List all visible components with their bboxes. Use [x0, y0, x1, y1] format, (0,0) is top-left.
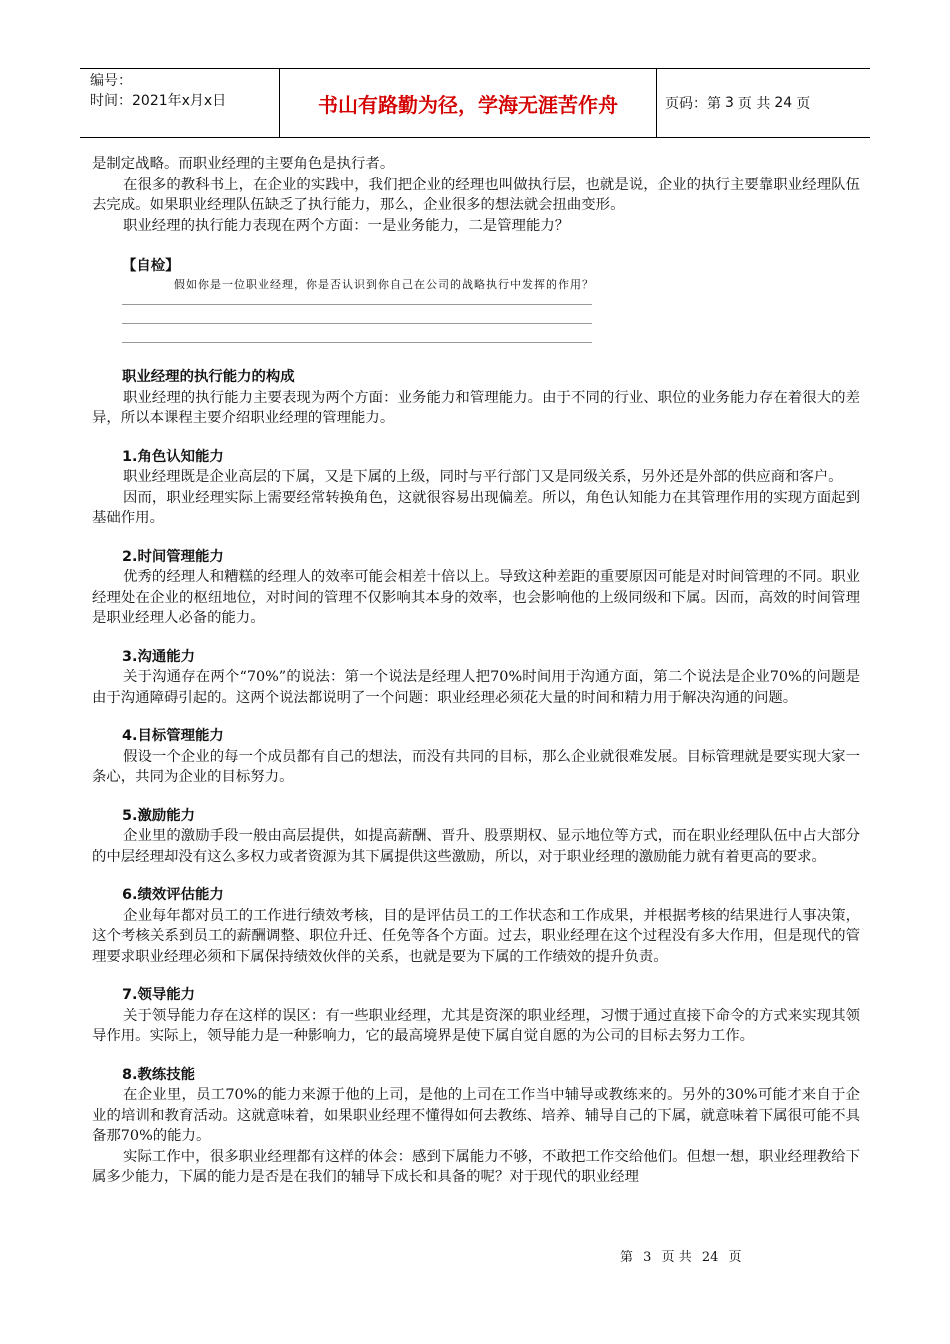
intro-paragraph: 职业经理的执行能力表现在两个方面：一是业务能力，二是管理能力？	[123, 217, 570, 234]
section-paragraph: 假设一个企业的每一个成员都有自己的想法，而没有共同的目标，那么企业就很难发展。目标管理就是要实现大家一条心，共同为企业的目标努力。	[92, 748, 860, 785]
footer-pre: 第	[620, 1250, 634, 1265]
body-content	[92, 154, 860, 1188]
time-label: 时间：2021年x月x日	[90, 93, 227, 109]
section-title: 1.角色认知能力	[122, 448, 224, 465]
intro-paragraph: 是制定战略。而职业经理的主要角色是执行者。	[92, 156, 395, 172]
section-paragraph: 企业里的激励手段一般由高层提供，如提高薪酬、晋升、股票期权、显示地位等方式，而在职业经理队伍中占大部分的中层经理却没有这么多权力或者资源为其下属提供这些激励，所以，对于职业经理的激励能力就有着更高的要求。	[92, 828, 860, 865]
page-total: 24	[774, 95, 793, 111]
header-page-number	[657, 69, 870, 137]
section-title: 职业经理的执行能力的构成	[122, 369, 295, 385]
page-footer	[620, 1246, 748, 1265]
page-mid: 页 共	[737, 96, 771, 112]
header-motto: 书山有路勤为径，学海无涯苦作舟	[280, 69, 657, 137]
footer-post: 页	[728, 1250, 742, 1265]
section-title: 2.时间管理能力	[122, 548, 224, 565]
section-title: 4.目标管理能力	[122, 728, 224, 744]
section-paragraph: 在企业里，员工70%的能力来源于他的上司，是他的上司在工作当中辅导或教练来的。另外的30%可能才来自于企业的培训和教育活动。这就意味着，如果职业经理不懂得如何去教练、培养、辅导自己的下属，就意味着下属很可能不具备那70%的能力。	[92, 1087, 860, 1144]
section-paragraph: 职业经理的执行能力主要表现为两个方面：业务能力和管理能力。由于不同的行业、职位的业务能力存在着很大的差异，所以本课程主要介绍职业经理的管理能力。	[92, 389, 860, 426]
section-title: 7.领导能力	[122, 987, 196, 1003]
section-paragraph: 职业经理既是企业高层的下属，又是下属的上级，同时与平行部门又是同级关系，另外还是外部的供应商和客户。	[123, 469, 843, 485]
section-paragraph: 关于沟通存在两个“70%”的说法：第一个说法是经理人把70%时间用于沟通方面，第二个说法是企业70%的问题是由于沟通障碍引起的。这两个说法都说明了一个问题：职业经理必须花大量的时间和精力用于解决沟通的问题。	[92, 669, 860, 706]
code-label: 编号：	[90, 73, 132, 89]
page-label: 页码：第	[665, 96, 721, 112]
section-title: 3.沟通能力	[122, 648, 196, 665]
page-end: 页	[796, 96, 811, 112]
section-paragraph: 关于领导能力存在这样的误区：有一些职业经理，尤其是资深的职业经理，习惯于通过直接下命令的方式来实现其领导作用。实际上，领导能力是一种影响力，它的最高境界是使下属自觉自愿的为公司的目标去努力工作。	[92, 1007, 860, 1044]
section-paragraph: 实际工作中，很多职业经理都有这样的体会：感到下属能力不够，不敢把工作交给他们。但想一想，职业经理教给下属多少能力，下属的能力是否是在我们的辅导下成长和具备的呢？对于现代的职业经理	[92, 1148, 860, 1185]
section-title: 5.激励能力	[122, 807, 196, 824]
answer-line[interactable]	[122, 304, 592, 305]
header-meta	[80, 69, 280, 137]
page-num: 3	[725, 95, 734, 111]
selfcheck-title: 【自检】	[122, 258, 180, 274]
selfcheck-question: 假如你是一位职业经理，你是否认识到你自己在公司的战略执行中发挥的作用？	[174, 278, 594, 291]
footer-total: 24	[701, 1250, 719, 1265]
section-paragraph: 优秀的经理人和糟糕的经理人的效率可能会相差十倍以上。导致这种差距的重要原因可能是对时间管理的不同。职业经理处在企业的枢纽地位，对时间的管理不仅影响其本身的效率，也会影响他的上级同级和下属。因而，高效的时间管理是职业经理人必备的能力。	[92, 569, 860, 626]
section-title: 6.绩效评估能力	[122, 887, 224, 903]
footer-num: 3	[643, 1250, 652, 1265]
page-header	[80, 68, 870, 138]
section-paragraph: 因而，职业经理实际上需要经常转换角色，这就很容易出现偏差。所以，角色认知能力在其管理作用的实现方面起到基础作用。	[92, 489, 860, 526]
answer-line[interactable]	[122, 323, 592, 324]
intro-paragraph: 在很多的教科书上，在企业的实践中，我们把企业的经理也叫做执行层，也就是说，企业的执行主要靠职业经理队伍去完成。如果职业经理队伍缺乏了执行能力，那么，企业很多的想法就会扭曲变形。	[92, 176, 860, 213]
footer-mid: 页 共	[661, 1250, 692, 1265]
section-title: 8.教练技能	[122, 1066, 196, 1083]
section-paragraph: 企业每年都对员工的工作进行绩效考核，目的是评估员工的工作状态和工作成果，并根据考核的结果进行人事决策，这个考核关系到员工的薪酬调整、职位升迁、任免等各个方面。过去，职业经理在这个过程没有多大作用，但是现代的管理要求职业经理必须和下属保持绩效伙伴的关系，也就是要为下属的工作绩效的提升负责。	[92, 907, 860, 965]
